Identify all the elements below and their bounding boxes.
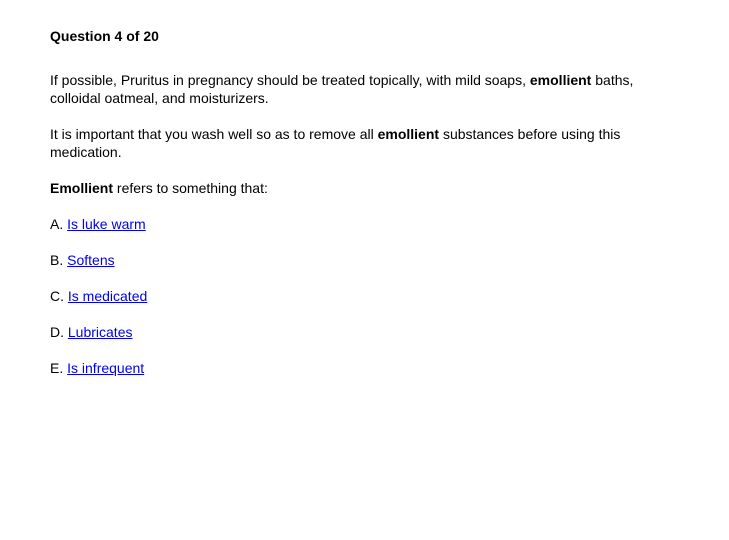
context-text-before: It is important that you wash well so as to remove all	[50, 126, 378, 142]
context-sentence-2	[50, 125, 670, 161]
answer-option-b	[50, 251, 670, 269]
answer-link-a[interactable]: Is luke warm	[67, 216, 146, 232]
answer-link-c[interactable]: Is medicated	[67, 288, 148, 304]
quiz-content	[50, 27, 670, 395]
answer-link-b[interactable]: Softens	[67, 252, 115, 268]
answer-link-e[interactable]: Is infrequent	[67, 360, 145, 376]
answer-option-d	[50, 323, 670, 341]
answer-option-a	[50, 215, 670, 233]
context-keyword: emollient	[529, 72, 592, 88]
context-text-before: If possible, Pruritus in pregnancy should be treated topically, with mild soaps,	[50, 72, 530, 88]
answer-option-c	[50, 287, 670, 305]
option-letter: E.	[50, 360, 64, 376]
context-text-after: substances before using this medication.	[50, 126, 621, 160]
answer-option-e	[50, 359, 670, 377]
answer-link-d[interactable]: Lubricates	[67, 324, 133, 340]
stem-keyword: Emollient	[50, 180, 114, 196]
context-text-after: baths, colloidal oatmeal, and moisturizers.	[50, 72, 634, 106]
option-letter: C.	[50, 288, 64, 304]
stem-text: refers to something that:	[113, 180, 268, 196]
option-letter: D.	[50, 324, 64, 340]
context-keyword: emollient	[377, 126, 440, 142]
context-sentence-1	[50, 71, 670, 107]
option-letter: B.	[50, 252, 64, 268]
question-counter: Question 4 of 20	[50, 28, 159, 44]
question-stem	[50, 179, 670, 197]
option-letter: A.	[50, 216, 64, 232]
